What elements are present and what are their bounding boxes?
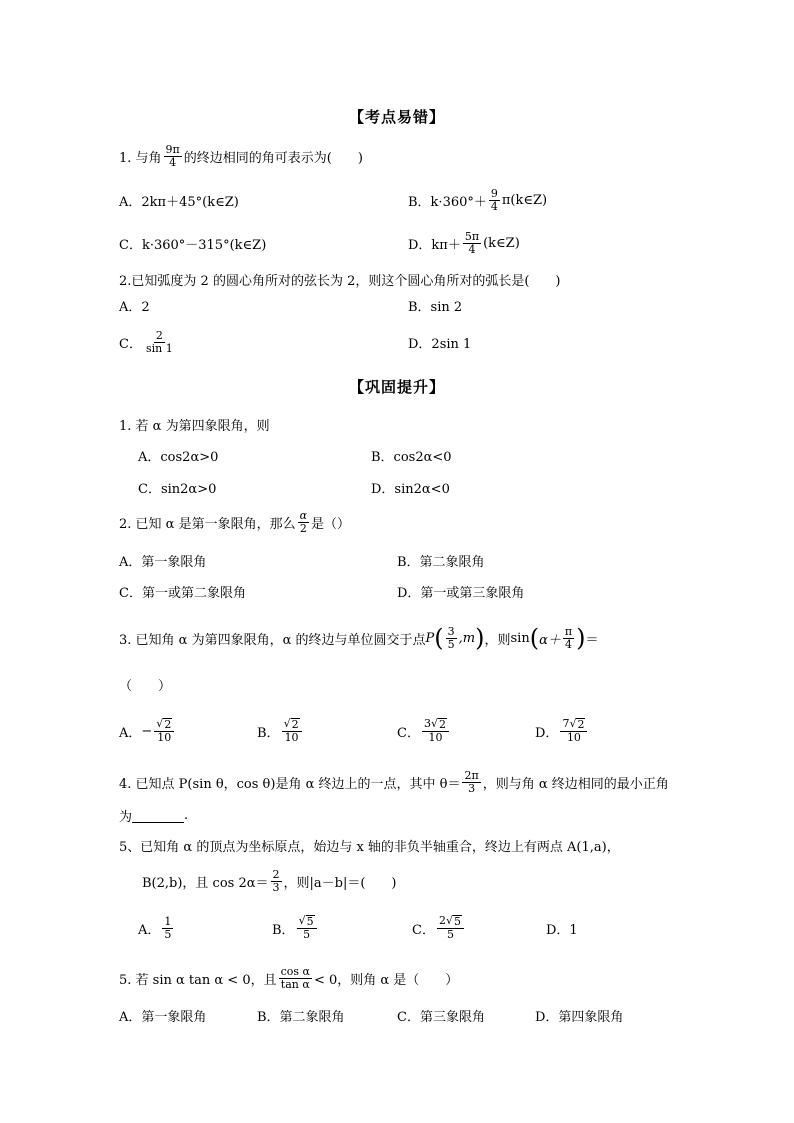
s2-q4-line2 [119, 803, 188, 827]
s1-q1-stem [119, 144, 363, 168]
s2-q3-pi-num: π [564, 624, 573, 638]
s1-q2-stem: 2.已知弧度为 2 的圆心角所对的弦长为 2，则这个圆心角所对的弧长是( ) [119, 273, 561, 289]
s2-q5b-option-b: B．第二象限角 [257, 1009, 345, 1025]
s2-q3-sin-open: ( [529, 624, 540, 652]
s1-q1-b-pre: B．k·360°＋ [408, 194, 487, 210]
s2-q1-stem: 1. 若 α 为第四象限角，则 [119, 418, 270, 434]
s2-q5b-stem [119, 966, 458, 990]
s1-q1-option-d [408, 231, 520, 255]
s2-q5a-option-d: D．1 [546, 922, 578, 938]
s2-q2-frac-den: 2 [299, 521, 307, 535]
s2-q4-stem [119, 770, 669, 794]
s1-q2-c-num: 2 [155, 328, 163, 342]
s2-q3-a-frac [154, 718, 174, 743]
s2-q5a-option-a [138, 916, 175, 940]
s2-q5a-option-c [412, 916, 466, 940]
s2-q5a-option-b [272, 916, 319, 940]
s1-q1-d-num: 5π [464, 229, 480, 243]
s1-q1-frac-den: 4 [169, 155, 177, 169]
s2-q3-b-sqrt: √ 2 [283, 717, 299, 732]
s2-q1-option-b: B．cos2α<0 [371, 449, 452, 465]
s2-q2-option-c: C．第一或第二象限角 [119, 585, 246, 601]
s2-q4-line2-text: 为 [119, 809, 133, 825]
s1-q1-b-post: π(k∈Z) [501, 192, 548, 208]
s2-q3-a-sign: − [141, 723, 153, 739]
s2-q4-frac [462, 770, 480, 794]
s2-q3-p-tail: ,m [458, 630, 476, 646]
s2-q2-frac-num: α [299, 508, 308, 522]
s2-q1-option-a: A．cos2α>0 [138, 449, 219, 465]
s2-q3-d-sqrt: √ 2 [569, 717, 585, 732]
s2-q5b-post: < 0，则角 α 是（ ） [313, 972, 459, 988]
s2-q3-c-coef: 3 [423, 717, 431, 731]
s2-q5b-option-a: A．第一象限角 [119, 1009, 207, 1025]
s1-q1-pre: 1. 与角 [119, 150, 162, 166]
s2-q5a-l2-post: ，则|a－b|＝( ) [283, 875, 397, 891]
s1-q1-d-post: (k∈Z) [483, 235, 520, 251]
s1-q1-post: 的终边相同的角可表示为( ) [183, 150, 363, 166]
s1-q2-c-frac [144, 330, 175, 354]
s2-q3-sin: sin [510, 630, 530, 646]
s2-q5a-l2-pre: B(2,b)，且 cos 2α＝ [142, 875, 269, 891]
s2-q3-d-frac [560, 718, 587, 743]
s1-q1-option-c: C．k·360°－315°(k∈Z) [119, 237, 267, 253]
s2-q2-option-b: B．第二象限角 [397, 554, 485, 570]
s2-q5a-a-label: A． [138, 922, 161, 938]
s2-q2-frac [298, 510, 309, 534]
s2-q3-point: P [425, 630, 435, 646]
s2-q5a-b-sqrt: √ 5 [298, 914, 314, 929]
s2-q4-answer-blank [132, 808, 184, 823]
s2-q3-b-den: 10 [284, 731, 299, 744]
s2-q3-p-num: 3 [447, 624, 455, 638]
s2-q3-option-c [397, 719, 451, 743]
s2-q3-a-sqrt: √ 2 [156, 717, 172, 732]
s2-q3-c-root: 2 [438, 718, 446, 732]
s2-q3-c-den: 10 [428, 731, 443, 744]
s2-q3-d-label: D． [535, 725, 559, 741]
s2-q4-line2-end: . [184, 807, 189, 823]
s2-q3-option-a [119, 719, 176, 743]
s2-q5a-c-den: 5 [446, 928, 454, 941]
s2-q2-pre: 2. 已知 α 是第一象限角，那么 [119, 516, 296, 532]
s2-q5a-c-frac [437, 915, 464, 940]
s2-q3-a-label: A． [119, 725, 142, 741]
s2-q3-mid: ，则 [484, 632, 511, 648]
s1-q1-d-frac [463, 231, 481, 255]
s2-q3-d-root: 2 [577, 718, 585, 732]
s2-q3-paren-open: ( [434, 624, 444, 652]
s1-q1-b-num: 9 [490, 186, 498, 200]
s2-q5a-line2 [142, 869, 397, 893]
s2-q4-frac-num: 2π [464, 768, 479, 782]
s2-q1-option-d: D．sin2α<0 [371, 481, 450, 497]
s2-q3-c-label: C． [397, 725, 420, 741]
s2-q3-pre: 3. 已知角 α 为第四象限角，α 的终边与单位圆交于点 [119, 632, 426, 648]
s1-q2-option-a: A．2 [119, 299, 150, 315]
s2-q5a-b-den: 5 [303, 928, 311, 941]
s1-q2-option-b: B．sin 2 [408, 299, 463, 315]
s2-q3-c-frac [422, 718, 449, 743]
s2-q3-p-den: 5 [447, 637, 455, 651]
s2-q5a-b-frac [297, 915, 317, 940]
s2-q5a-c-coef: 2 [438, 914, 446, 928]
s2-q3-option-b [257, 719, 304, 743]
section-title-consolidation: 【巩固提升】 [348, 378, 445, 396]
s1-q2-c-den: sin 1 [145, 341, 173, 355]
s1-q1-d-pre: D．kπ＋ [408, 237, 461, 253]
s2-q3-alpha: α＋ [539, 632, 561, 648]
s2-q3-paren-close: ) [475, 624, 485, 652]
s2-q5b-pre: 5. 若 sin α tan α < 0，且 [119, 972, 277, 988]
s2-q5b-option-c: C．第三象限角 [397, 1009, 485, 1025]
s1-q1-b-den: 4 [490, 199, 498, 213]
s1-q1-d-den: 4 [468, 242, 476, 256]
s2-q5a-frac [271, 869, 282, 893]
s1-q1-option-b [408, 188, 547, 212]
s2-q3-pi-den: 4 [564, 637, 572, 651]
s2-q2-post: 是（） [311, 516, 351, 532]
s2-q5a-a-num: 1 [164, 914, 172, 928]
s1-q1-frac [164, 144, 182, 168]
s2-q3-stem [119, 626, 598, 650]
s2-q5a-line1: 5、已知角 α 的顶点为坐标原点，始边与 x 轴的非负半轴重合，终边上有两点 A(1,a)， [119, 839, 620, 855]
s2-q4-pre: 4. 已知点 P(sin θ，cos θ)是角 α 终边上的一点，其中 θ＝ [119, 776, 461, 792]
s2-q5a-b-root: 5 [306, 915, 314, 929]
s2-q1-option-c: C．sin2α>0 [138, 481, 217, 497]
s1-q2-option-c [119, 330, 177, 354]
s2-q4-frac-den: 3 [468, 781, 476, 795]
s2-q5b-frac-num: cos α [280, 964, 310, 978]
s2-q5a-c-label: C． [412, 922, 435, 938]
s1-q1-b-frac [489, 188, 500, 212]
s2-q3-c-sqrt: √ 2 [430, 717, 446, 732]
s2-q5b-option-d: D．第四象限角 [535, 1009, 624, 1025]
s2-q3-sin-close: ) [576, 624, 586, 652]
s1-q1-frac-num: 9π [165, 142, 180, 156]
s2-q2-option-a: A．第一象限角 [119, 554, 207, 570]
s2-q3-pi-frac [563, 626, 574, 650]
s1-q2-option-d: D．2sin 1 [408, 336, 472, 352]
s2-q2-option-d: D．第一或第三象限角 [397, 585, 525, 601]
s1-q1-option-a: A．2kπ＋45°(k∈Z) [119, 194, 239, 210]
s2-q5b-frac-den: tan α [280, 977, 310, 991]
s2-q3-d-coef: 7 [562, 717, 570, 731]
s2-q3-a-root: 2 [164, 718, 172, 732]
s2-q3-p-frac [446, 626, 457, 650]
s2-q3-option-d [535, 719, 589, 743]
s2-q5a-a-den: 5 [164, 927, 172, 941]
s1-q2-c-pre: C． [119, 336, 142, 352]
s2-q3-answer-paren: （ ） [119, 678, 172, 694]
s2-q5a-c-root: 5 [453, 915, 461, 929]
s2-q3-b-root: 2 [291, 718, 299, 732]
s2-q5b-frac [279, 966, 312, 990]
s2-q5a-a-frac [162, 916, 173, 940]
s2-q2-stem [119, 510, 350, 534]
s2-q3-b-frac [282, 718, 302, 743]
s2-q5a-frac-num: 2 [272, 867, 280, 881]
s2-q5a-frac-den: 3 [272, 880, 280, 894]
s2-q3-eq: ＝ [585, 632, 599, 648]
s2-q4-post: ，则与角 α 终边相同的最小正角 [482, 776, 669, 792]
s2-q3-a-den: 10 [157, 731, 172, 744]
s2-q5a-b-label: B． [272, 922, 295, 938]
s2-q3-d-den: 10 [566, 731, 581, 744]
s2-q5a-c-sqrt: √ 5 [445, 914, 461, 929]
s2-q3-b-label: B． [257, 725, 280, 741]
section-title-errors: 【考点易错】 [348, 108, 445, 126]
